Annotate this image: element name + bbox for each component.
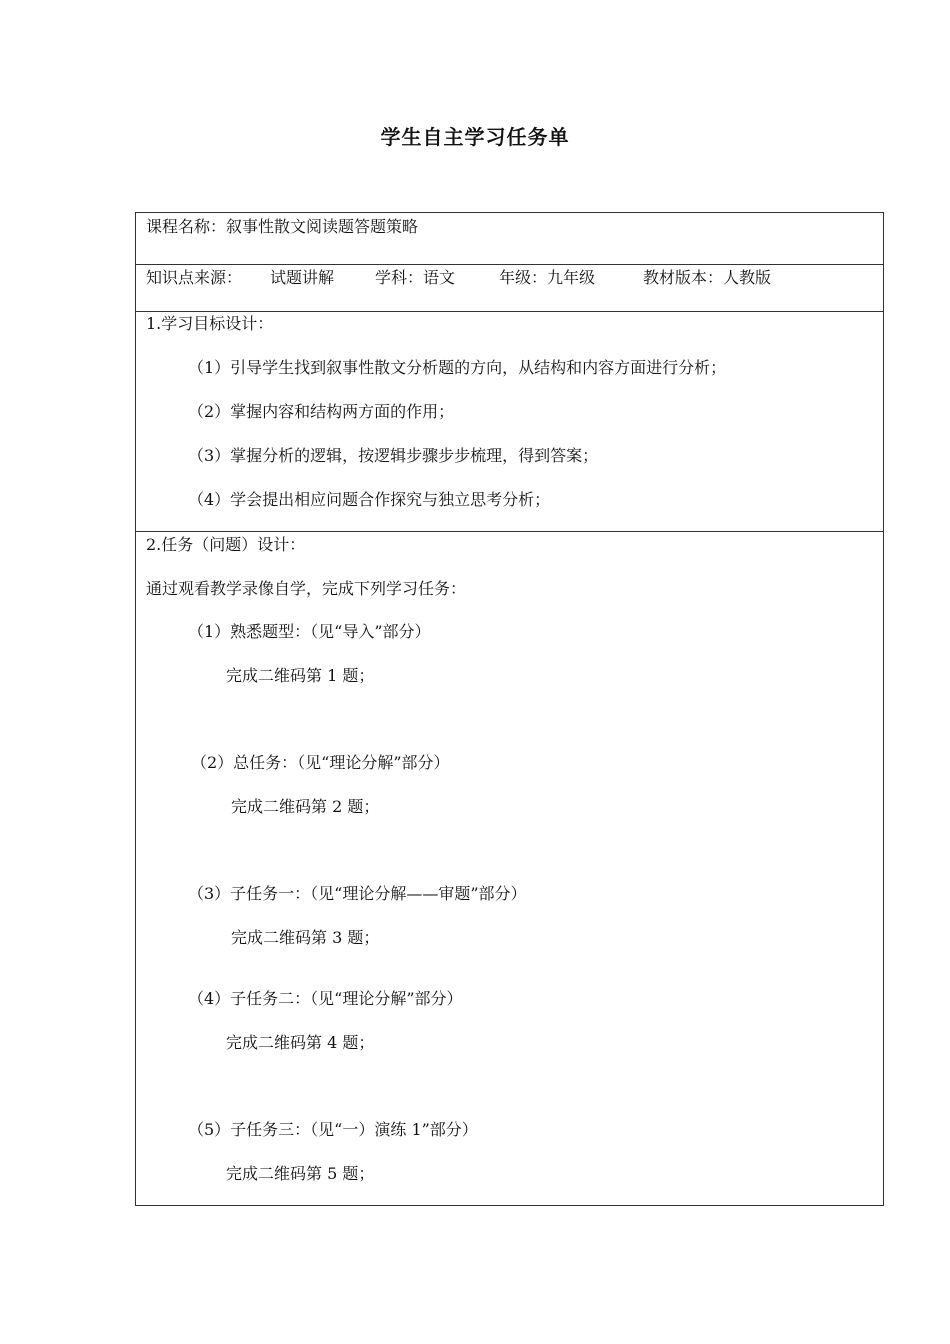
task-title: （5）子任务三：（见“一）演练 1”部分）: [188, 1120, 478, 1139]
task-sheet-table: [135, 212, 884, 1206]
objective-item: （1）引导学生找到叙事性散文分析题的方向，从结构和内容方面进行分析；: [188, 358, 727, 377]
subject-field: 学科：语文: [375, 268, 456, 287]
task-detail: 完成二维码第 2 题；: [231, 797, 380, 816]
tasks-heading: 2.任务（问题）设计：: [146, 535, 306, 554]
tasks-row: [136, 532, 883, 1205]
edition-field: 教材版本：人教版: [643, 268, 772, 287]
page-title: 学生自主学习任务单: [380, 125, 570, 149]
task-detail: 完成二维码第 3 题；: [231, 928, 380, 947]
grade-field: 年级：九年级: [499, 268, 596, 287]
task-title: （3）子任务一：（见“理论分解——审题”部分）: [188, 884, 527, 903]
objectives-heading: 1.学习目标设计：: [146, 314, 274, 333]
source-label: 知识点来源：: [146, 268, 243, 287]
objective-item: （4）学会提出相应问题合作探究与独立思考分析；: [188, 490, 551, 509]
objectives-row: [136, 312, 883, 532]
task-title: （4）子任务二：（见“理论分解”部分）: [188, 989, 463, 1008]
task-detail: 完成二维码第 4 题；: [226, 1033, 375, 1052]
objective-item: （2）掌握内容和结构两方面的作用；: [188, 402, 455, 421]
info-row: [136, 265, 883, 312]
task-detail: 完成二维码第 1 题；: [226, 666, 375, 685]
task-title: （1）熟悉题型：（见“导入”部分）: [188, 622, 431, 641]
course-name-row: [136, 213, 883, 265]
source-value: 试题讲解: [270, 268, 335, 287]
task-title: （2）总任务：（见“理论分解”部分）: [191, 753, 450, 772]
tasks-intro: 通过观看教学录像自学，完成下列学习任务：: [146, 579, 467, 598]
course-name: 课程名称：叙事性散文阅读题答题策略: [146, 217, 419, 236]
task-detail: 完成二维码第 5 题；: [226, 1164, 375, 1183]
objective-item: （3）掌握分析的逻辑，按逻辑步骤步步梳理，得到答案；: [188, 446, 599, 465]
